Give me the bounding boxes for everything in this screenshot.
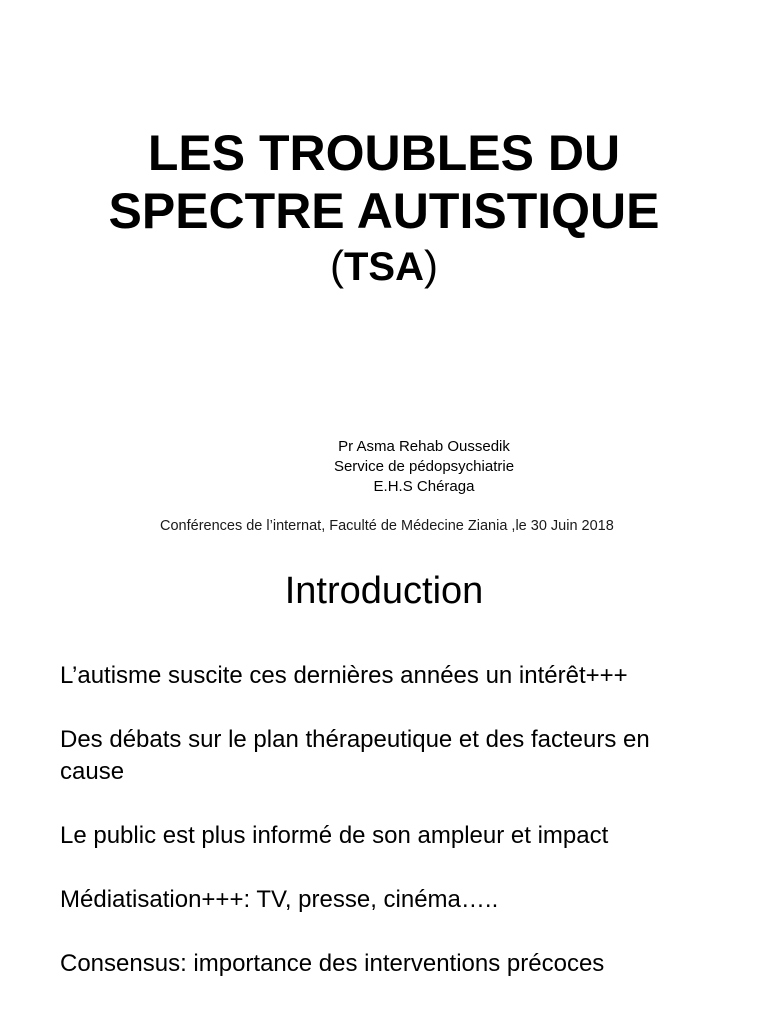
list-item: Médiatisation+++: TV, presse, cinéma….. [60, 886, 499, 913]
acronym-close-paren: ) [424, 242, 438, 289]
conference-line: Conférences de l’internat, Faculté de Médecine Ziania ,le 30 Juin 2018 [160, 518, 614, 534]
author-name: Pr Asma Rehab Oussedik [338, 438, 510, 455]
title-acronym: TSA [344, 245, 424, 289]
list-item: Consensus: importance des interventions précoces [60, 950, 605, 977]
introduction-points [60, 660, 710, 980]
title-acronym-line [0, 242, 768, 291]
author-hospital: E.H.S Chéraga [373, 478, 475, 495]
list-item: Le public est plus informé de son ampleur et impact [60, 822, 609, 849]
acronym-open-paren: ( [330, 242, 344, 289]
slide-title [0, 124, 768, 291]
section-heading: Introduction [284, 570, 484, 612]
title-line-1: LES TROUBLES DU [147, 125, 621, 181]
author-block [296, 437, 552, 497]
list-item: L’autisme suscite ces dernières années un intérêt+++ [60, 662, 628, 689]
author-service: Service de pédopsychiatrie [333, 458, 515, 475]
list-item: Des débats sur le plan thérapeutique et des facteurs en cause [60, 726, 650, 785]
title-line-2: SPECTRE AUTISTIQUE [108, 183, 660, 239]
